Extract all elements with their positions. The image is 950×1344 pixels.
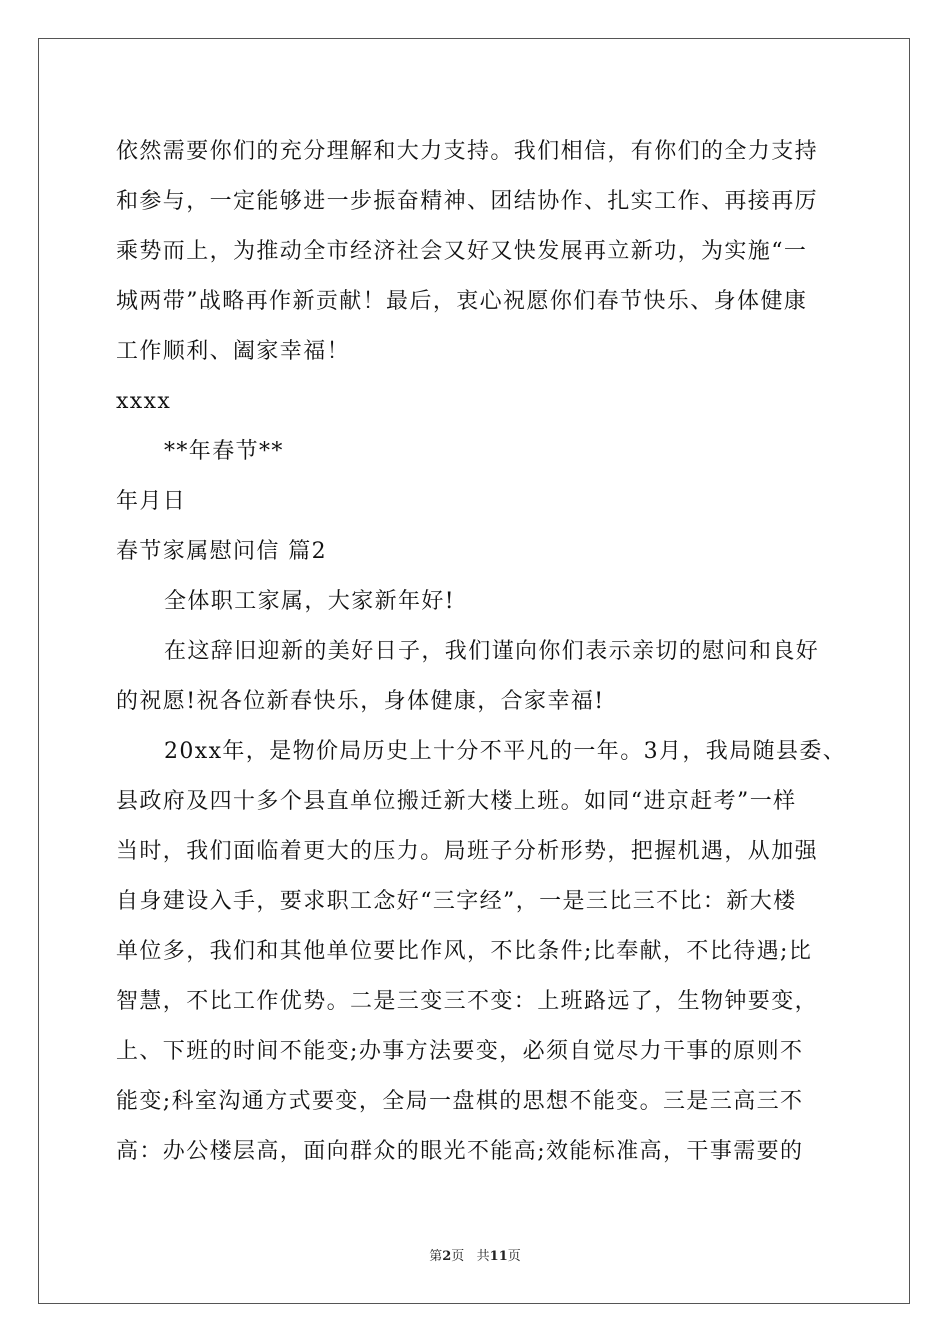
text-line: 上、下班的时间不能变;办事方法要变，必须自觉尽力干事的原则不 <box>116 1039 804 1064</box>
signature-date: 年月日 <box>116 489 187 514</box>
text-line: 单位多，我们和其他单位要比作风，不比条件;比奉献，不比待遇;比 <box>116 939 813 964</box>
text-line: 工作顺利、阖家幸福！ <box>116 339 351 364</box>
text-line: 能变;科室沟通方式要变，全局一盘棋的思想不能变。三是三高三不 <box>116 1089 804 1114</box>
text-line: 自身建设入手，要求职工念好“三字经”，一是三比三不比：新大楼 <box>116 889 797 914</box>
signature-name: xxxx <box>116 389 172 414</box>
footer-mid: 页 共 <box>451 1249 490 1264</box>
signature-date-title: **年春节** <box>164 439 284 464</box>
text-line: 当时，我们面临着更大的压力。局班子分析形势，把握机遇，从加强 <box>116 839 819 864</box>
text-line: 在这辞旧迎新的美好日子，我们谨向你们表示亲切的慰问和良好 <box>164 639 820 664</box>
footer-prefix: 第 <box>429 1249 443 1264</box>
text-line: 和参与，一定能够进一步振奋精神、团结协作、扎实工作、再接再厉 <box>116 189 819 214</box>
text-line: 高：办公楼层高，面向群众的眼光不能高;效能标准高，干事需要的 <box>116 1139 804 1164</box>
text-line: 智慧，不比工作优势。二是三变三不变：上班路远了，生物钟要变， <box>116 989 819 1014</box>
document-body <box>116 127 847 1177</box>
text-line: 的祝愿!祝各位新春快乐，身体健康，合家幸福! <box>116 689 605 714</box>
total-pages: 11 <box>489 1249 508 1264</box>
footer-suffix: 页 <box>507 1249 521 1264</box>
page-number: 2 <box>442 1249 452 1264</box>
section-heading: 春节家属慰问信 篇2 <box>116 539 327 564</box>
text-line: 城两带”战略再作新贡献！最后，衷心祝愿你们春节快乐、身体健康 <box>116 289 808 314</box>
text-line: 县政府及四十多个县直单位搬迁新大楼上班。如同“进京赶考”一样 <box>116 789 797 814</box>
page-footer <box>0 1245 950 1264</box>
text-line: 乘势而上，为推动全市经济社会又好又快发展再立新功，为实施“一 <box>116 239 808 264</box>
text-line: 依然需要你们的充分理解和大力支持。我们相信，有你们的全力支持 <box>116 139 819 164</box>
salutation: 全体职工家属，大家新年好! <box>164 589 456 614</box>
text-line: 20xx年，是物价局历史上十分不平凡的一年。3月，我局随县委、 <box>164 739 847 764</box>
